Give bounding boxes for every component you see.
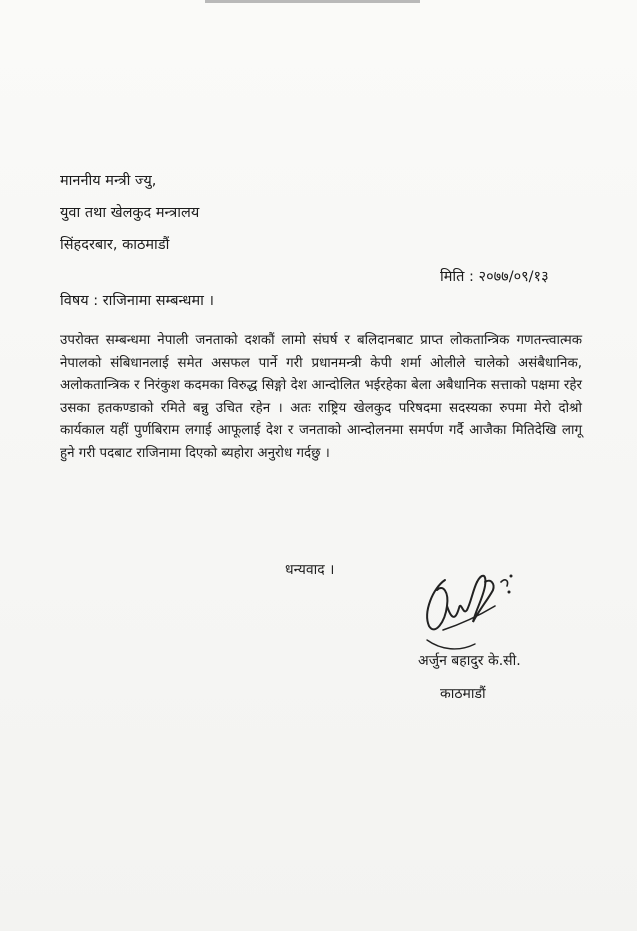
- top-edge-mark: [205, 0, 420, 3]
- letter-body: उपरोक्त सम्बन्धमा नेपाली जनताको दशकौं लामो संघर्ष र बलिदानबाट प्राप्त लोकतान्त्रिक गणतन्त्वात्मक नेपालको संबिधानलाई समेत असफल पार्ने गरी प्रधानमन्त्री केपी शर्मा ओलीले चालेको असंबैधानिक, अलोकतान्त्रिक र निरंकुश कदमका विरुद्ध सिङ्गो देश आन्दोलित भईरहेका बेला अबैधानिक सत्ताको पक्षमा रहेर उसका हतकण्डाको रमिते बन्नु उचित रहेन । अतः राष्ट्रिय खेलकुद परिषदमा सदस्यका रुपमा मेरो दोश्रो कार्यकाल यहीं पुर्णबिराम लगाई आफूलाई देश र जनताको आन्दोलनमा समर्पण गर्दै आजैका मितिदेखि लागू हुने गरी पदबाट राजिनामा दिएको ब्यहोरा अनुरोध गर्दछु ।: [60, 333, 582, 461]
- recipient-address: सिंहदरबार, काठमाडौं: [60, 237, 170, 253]
- signatory-name: अर्जुन बहादुर के.सी.: [418, 653, 521, 669]
- signatory-place: काठमाडौं: [440, 686, 486, 702]
- handwritten-signature: [415, 560, 525, 655]
- letter-subject: विषय : राजिनामा सम्बन्धमा ।: [60, 293, 215, 309]
- letter-date: मिति : २०७७/०९/१३: [440, 269, 549, 285]
- recipient-ministry: युवा तथा खेलकुद मन्त्रालय: [60, 205, 200, 221]
- recipient-salutation: माननीय मन्त्री ज्यु,: [60, 173, 157, 189]
- closing-thanks: धन्यवाद ।: [285, 562, 335, 578]
